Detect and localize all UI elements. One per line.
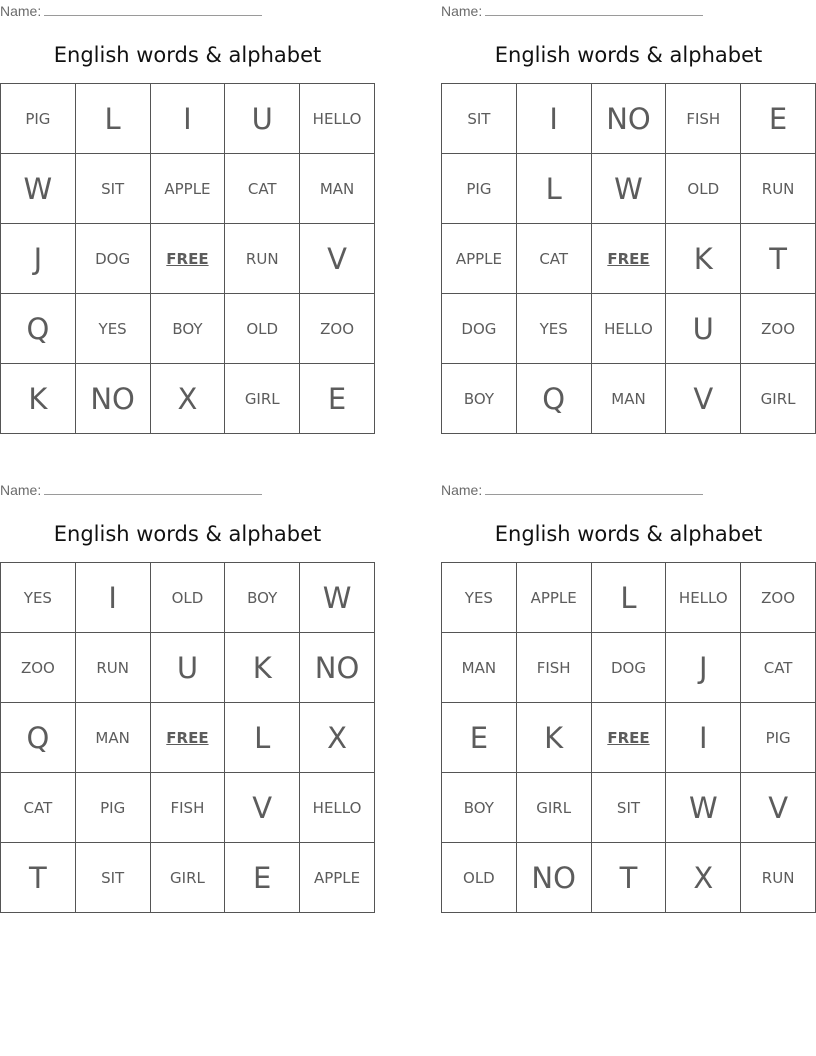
grid-row [1, 633, 375, 703]
grid-cell[interactable]: YES [75, 294, 150, 364]
name-field [0, 482, 262, 498]
grid-cell[interactable]: APPLE [300, 843, 375, 913]
grid-cell[interactable]: I [666, 703, 741, 773]
grid-cell[interactable]: K [666, 224, 741, 294]
grid-cell[interactable]: CAT [1, 773, 76, 843]
grid-cell[interactable]: K [516, 703, 591, 773]
grid-cell[interactable]: NO [591, 84, 666, 154]
grid-cell[interactable]: U [666, 294, 741, 364]
grid-cell[interactable]: X [150, 364, 225, 434]
name-input-line[interactable] [485, 482, 703, 495]
grid-cell[interactable]: U [150, 633, 225, 703]
grid-cell[interactable]: E [300, 364, 375, 434]
grid-cell[interactable]: OLD [225, 294, 300, 364]
grid-cell[interactable]: OLD [442, 843, 517, 913]
grid-cell[interactable]: E [741, 84, 816, 154]
grid-cell[interactable]: MAN [591, 364, 666, 434]
grid-cell[interactable]: T [741, 224, 816, 294]
grid-cell[interactable]: RUN [75, 633, 150, 703]
grid-cell[interactable]: RUN [741, 154, 816, 224]
grid-cell[interactable]: Q [1, 294, 76, 364]
grid-cell[interactable]: SIT [75, 843, 150, 913]
card-title: English words & alphabet [494, 522, 763, 546]
grid-cell[interactable]: FISH [666, 84, 741, 154]
grid-cell[interactable]: W [666, 773, 741, 843]
name-field [441, 482, 703, 498]
grid-cell[interactable]: NO [300, 633, 375, 703]
grid-row [442, 84, 816, 154]
bingo-grid [0, 83, 375, 434]
grid-cell[interactable]: BOY [442, 773, 517, 843]
grid-cell[interactable]: Q [516, 364, 591, 434]
grid-cell[interactable]: SIT [75, 154, 150, 224]
grid-cell[interactable]: GIRL [741, 364, 816, 434]
grid-row [1, 224, 375, 294]
grid-row [1, 294, 375, 364]
grid-cell[interactable]: HELLO [300, 84, 375, 154]
bingo-grid [441, 562, 816, 913]
grid-cell[interactable]: J [1, 224, 76, 294]
grid-row [442, 843, 816, 913]
grid-cell[interactable]: E [442, 703, 517, 773]
grid-cell[interactable]: YES [1, 563, 76, 633]
grid-cell[interactable]: L [516, 154, 591, 224]
grid-cell[interactable]: RUN [225, 224, 300, 294]
card-title: English words & alphabet [53, 522, 322, 546]
grid-cell[interactable]: DOG [442, 294, 517, 364]
grid-cell[interactable]: PIG [1, 84, 76, 154]
grid-cell[interactable]: W [1, 154, 76, 224]
grid-cell[interactable]: T [1, 843, 76, 913]
grid-cell[interactable]: L [591, 563, 666, 633]
grid-cell[interactable]: ZOO [1, 633, 76, 703]
name-input-line[interactable] [44, 3, 262, 16]
grid-cell[interactable]: RUN [741, 843, 816, 913]
grid-cell[interactable]: NO [516, 843, 591, 913]
grid-cell[interactable]: MAN [300, 154, 375, 224]
grid-cell[interactable]: GIRL [516, 773, 591, 843]
grid-cell[interactable]: CAT [741, 633, 816, 703]
grid-cell[interactable]: GIRL [150, 843, 225, 913]
grid-cell[interactable]: HELLO [300, 773, 375, 843]
free-cell[interactable]: FREE [591, 703, 666, 773]
grid-cell[interactable]: V [741, 773, 816, 843]
grid-cell[interactable]: APPLE [150, 154, 225, 224]
grid-cell[interactable]: W [300, 563, 375, 633]
grid-cell[interactable]: I [75, 563, 150, 633]
grid-cell[interactable]: V [666, 364, 741, 434]
card-title: English words & alphabet [494, 43, 763, 67]
grid-cell[interactable]: NO [75, 364, 150, 434]
grid-row [442, 224, 816, 294]
grid-cell[interactable]: V [225, 773, 300, 843]
name-field [0, 3, 262, 19]
free-cell[interactable]: FREE [150, 224, 225, 294]
grid-cell[interactable]: CAT [225, 154, 300, 224]
grid-cell[interactable]: PIG [75, 773, 150, 843]
grid-cell[interactable]: CAT [516, 224, 591, 294]
grid-row [1, 773, 375, 843]
name-label: Name: [441, 3, 483, 19]
grid-cell[interactable]: PIG [741, 703, 816, 773]
grid-cell[interactable]: OLD [150, 563, 225, 633]
grid-row [442, 633, 816, 703]
grid-cell[interactable]: PIG [442, 154, 517, 224]
grid-cell[interactable]: HELLO [666, 563, 741, 633]
grid-cell[interactable]: X [666, 843, 741, 913]
grid-cell[interactable]: W [591, 154, 666, 224]
grid-cell[interactable]: ZOO [741, 563, 816, 633]
grid-row [1, 154, 375, 224]
grid-row [442, 364, 816, 434]
grid-row [1, 364, 375, 434]
grid-cell[interactable]: L [75, 84, 150, 154]
grid-cell[interactable]: SIT [591, 773, 666, 843]
grid-cell[interactable]: I [516, 84, 591, 154]
grid-cell[interactable]: YES [516, 294, 591, 364]
grid-cell[interactable]: L [225, 703, 300, 773]
grid-cell[interactable]: ZOO [741, 294, 816, 364]
grid-cell[interactable]: YES [442, 563, 517, 633]
grid-cell[interactable]: DOG [75, 224, 150, 294]
grid-cell[interactable]: ZOO [300, 294, 375, 364]
grid-cell[interactable]: J [666, 633, 741, 703]
grid-row [442, 294, 816, 364]
grid-cell[interactable]: FISH [150, 773, 225, 843]
grid-cell[interactable]: APPLE [442, 224, 517, 294]
name-input-line[interactable] [44, 482, 262, 495]
grid-cell[interactable]: FISH [516, 633, 591, 703]
card-title: English words & alphabet [53, 43, 322, 67]
free-cell[interactable]: FREE [150, 703, 225, 773]
name-input-line[interactable] [485, 3, 703, 16]
grid-cell[interactable]: E [225, 843, 300, 913]
grid-cell[interactable]: Q [1, 703, 76, 773]
grid-cell[interactable]: I [150, 84, 225, 154]
grid-row [1, 703, 375, 773]
name-label: Name: [441, 482, 483, 498]
grid-cell[interactable]: SIT [442, 84, 517, 154]
grid-cell[interactable]: HELLO [591, 294, 666, 364]
grid-row [442, 154, 816, 224]
name-field [441, 3, 703, 19]
grid-cell[interactable]: GIRL [225, 364, 300, 434]
grid-row [1, 563, 375, 633]
grid-cell[interactable]: BOY [150, 294, 225, 364]
bingo-grid [0, 562, 375, 913]
grid-cell[interactable]: U [225, 84, 300, 154]
grid-cell[interactable]: APPLE [516, 563, 591, 633]
grid-row [442, 563, 816, 633]
bingo-grid [441, 83, 816, 434]
grid-cell[interactable]: X [300, 703, 375, 773]
grid-cell[interactable]: V [300, 224, 375, 294]
grid-cell[interactable]: MAN [75, 703, 150, 773]
grid-cell[interactable]: T [591, 843, 666, 913]
grid-row [1, 84, 375, 154]
grid-cell[interactable]: K [1, 364, 76, 434]
grid-cell[interactable]: OLD [666, 154, 741, 224]
grid-cell[interactable]: BOY [442, 364, 517, 434]
grid-cell[interactable]: DOG [591, 633, 666, 703]
grid-cell[interactable]: BOY [225, 563, 300, 633]
name-label: Name: [0, 3, 42, 19]
grid-row [1, 843, 375, 913]
grid-row [442, 773, 816, 843]
grid-cell[interactable]: K [225, 633, 300, 703]
name-label: Name: [0, 482, 42, 498]
grid-cell[interactable]: MAN [442, 633, 517, 703]
grid-row [442, 703, 816, 773]
free-cell[interactable]: FREE [591, 224, 666, 294]
